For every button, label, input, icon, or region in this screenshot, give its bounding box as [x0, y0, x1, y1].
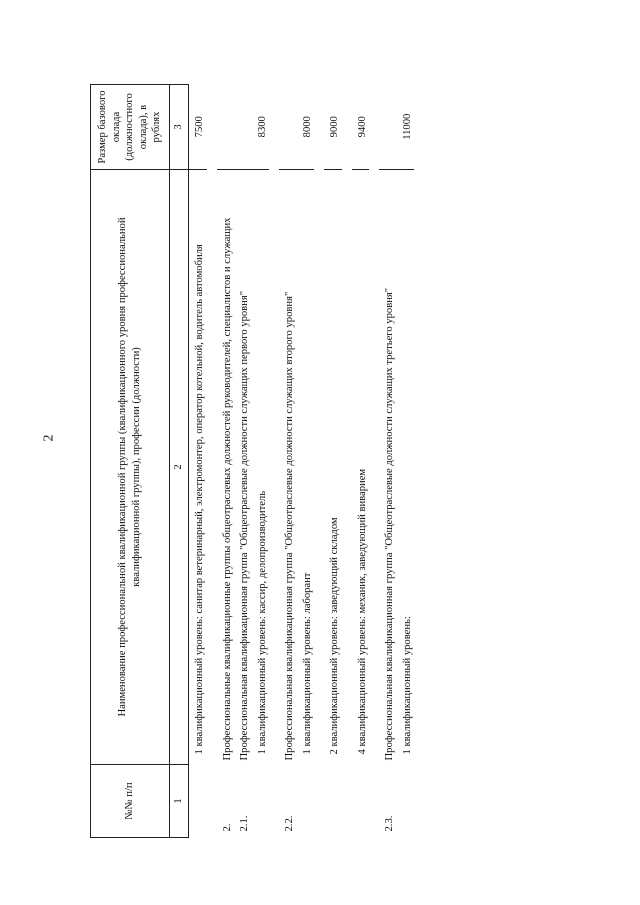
table-row — [217, 85, 235, 838]
column-number-row — [170, 85, 189, 838]
row-number: 2.2. — [284, 815, 296, 832]
row-number — [189, 765, 207, 838]
table-row — [397, 85, 415, 838]
row-text: 1 квалификационный уровень: лаборант — [301, 572, 313, 755]
table-row — [352, 85, 370, 838]
row-salary: 8000 — [297, 85, 315, 170]
rotated-page-content — [90, 84, 550, 838]
row-number — [397, 765, 415, 838]
row-salary — [279, 85, 297, 170]
table-header-row — [91, 85, 170, 838]
table-row — [279, 85, 297, 838]
row-number — [252, 765, 270, 838]
header-salary: Размер базового оклада (должностного оклада), в рублях — [91, 85, 170, 170]
row-text: 4 квалификационный уровень: механик, заведующий виварием — [356, 468, 368, 755]
table-row — [252, 85, 270, 838]
row-salary: 11000 — [397, 85, 415, 170]
row-number — [324, 765, 342, 838]
row-salary: 8300 — [252, 85, 270, 170]
row-text: Профессиональная квалификационная группа "Общеотраслевые должности служащих третьего уровня" — [384, 287, 396, 761]
table-row — [297, 85, 315, 838]
col-number-2: 2 — [170, 170, 189, 765]
row-number — [352, 765, 370, 838]
row-number: 2.1. — [239, 815, 251, 832]
salary-table — [90, 84, 414, 838]
row-text: 1 квалификационный уровень: кассир, делопроизводитель — [256, 490, 268, 755]
col-number-1: 1 — [170, 765, 189, 838]
table-row — [324, 85, 342, 838]
table-row — [234, 85, 252, 838]
row-salary: 9400 — [352, 85, 370, 170]
row-text: 2 квалификационный уровень: заведующий складом — [329, 517, 341, 755]
row-text: Профессиональная квалификационная группа "Общеотраслевые должности служащих второго уровня" — [284, 291, 296, 761]
row-number: 2.3. — [384, 815, 396, 832]
row-text: 1 квалификационный уровень: — [401, 616, 413, 755]
row-salary: 9000 — [324, 85, 342, 170]
row-text: Профессиональная квалификационная группа "Общеотраслевые должности служащих первого уровня" — [239, 290, 251, 761]
row-salary — [379, 85, 397, 170]
header-number: №№ п/п — [91, 765, 170, 838]
table-row — [379, 85, 397, 838]
row-number — [297, 765, 315, 838]
row-salary: 7500 — [189, 85, 207, 170]
row-salary — [217, 85, 235, 170]
row-text: 1 квалификационный уровень: санитар ветеринарный, электромонтер, оператор котельной, водитель автомобиля — [194, 244, 205, 755]
page-number: 2 — [41, 434, 57, 442]
col-number-3: 3 — [170, 85, 189, 170]
table-row — [189, 85, 207, 838]
row-text: Профессиональные квалификационные группы общеотраслевых должностей руководителей, специалистов и служащих — [221, 217, 233, 761]
row-number: 2. — [221, 823, 233, 832]
row-salary — [234, 85, 252, 170]
header-name: Наименование профессиональной квалификационной группы (квалификационного уровня профессиональной квалификационной группы), профессии (должности) — [91, 170, 170, 765]
